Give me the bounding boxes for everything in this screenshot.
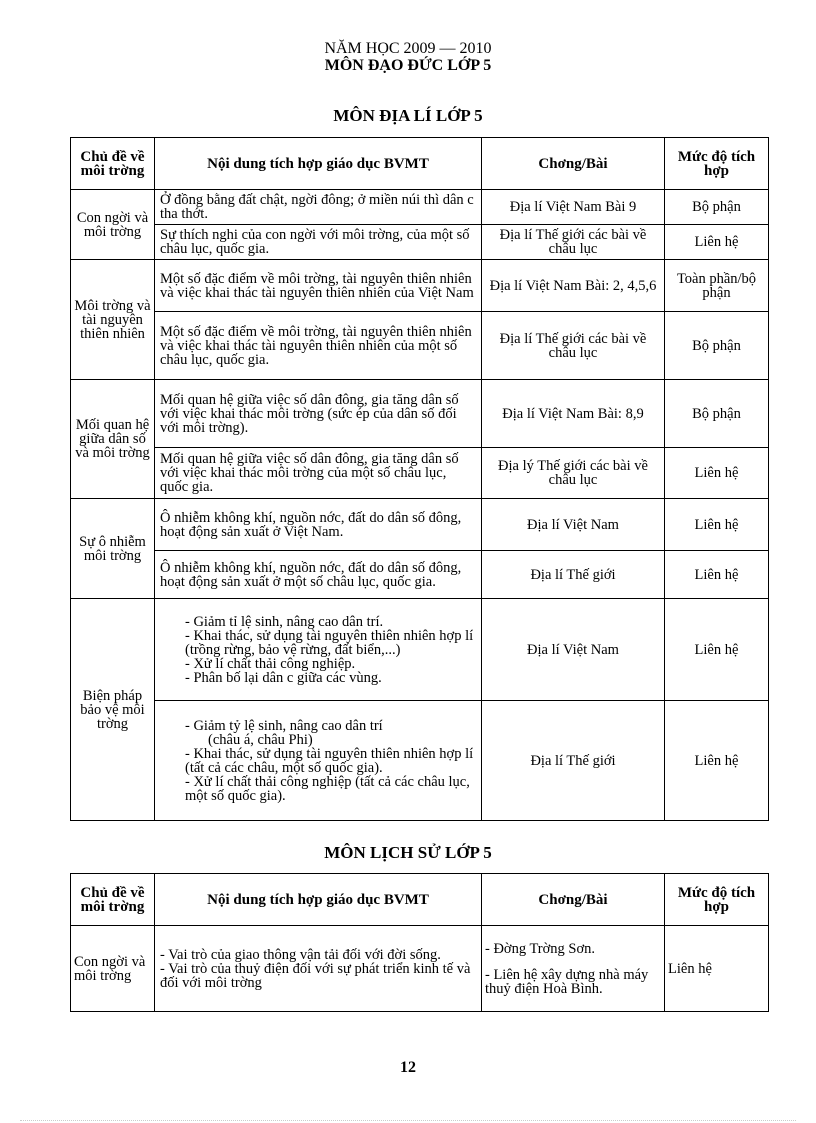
- table-row: [71, 701, 769, 821]
- list-item: - Khai thác, sử dụng tài nguyên thiên nhiên hợp lí (tất cả các châu, một số quốc gia).: [185, 745, 474, 776]
- content-cell: [155, 599, 482, 701]
- level-cell: Liên hệ: [665, 599, 769, 701]
- content-cell: Ô nhiễm không khí, nguồn nớc, đất do dân số đông, hoạt động sản xuất ở một số châu lục, quốc gia.: [155, 551, 482, 599]
- col-lesson: Chơng/Bài: [482, 874, 665, 926]
- list-item: - Liên hệ xây dựng nhà máy thuỷ điện Hoà Bình.: [485, 966, 649, 997]
- history-title: MÔN LỊCH SỬ LỚP 5: [324, 843, 492, 862]
- content-cell: Mối quan hệ giữa việc số dân đông, gia tăng dân số với việc khai thác môi trờng (sức ép của dân số đối với môi trờng).: [155, 380, 482, 448]
- col-topic: Chủ đề về môi trờng: [71, 138, 155, 190]
- lesson-cell: Địa lí Việt Nam: [482, 499, 665, 551]
- geography-title: MÔN ĐỊA LÍ LỚP 5: [333, 106, 483, 125]
- level-cell: Liên hệ: [665, 499, 769, 551]
- lesson-cell: Địa lí Thế giới các bài về châu lục: [482, 225, 665, 260]
- col-content: Nội dung tích hợp giáo dục BVMT: [155, 874, 482, 926]
- topic-cell: Con ngời và môi trờng: [71, 926, 155, 1012]
- page-number: 12: [400, 1059, 416, 1076]
- subject-title: MÔN ĐẠO ĐỨC LỚP 5: [324, 57, 492, 74]
- content-cell: Mối quan hệ giữa việc số dân đông, gia tăng dân số với việc khai thác môi trờng của một số châu lục, quốc gia.: [155, 448, 482, 499]
- col-content: Nội dung tích hợp giáo dục BVMT: [155, 138, 482, 190]
- topic-cell: Con ngời và môi trờng: [71, 190, 155, 260]
- table-header-row: [71, 874, 769, 926]
- history-table: [70, 873, 769, 1012]
- col-level: Mức độ tích hợp: [665, 874, 769, 926]
- geography-table: [70, 137, 769, 821]
- table-row: [71, 260, 769, 312]
- table-row: [71, 926, 769, 1012]
- lesson-cell: Địa lí Việt Nam: [482, 599, 665, 701]
- lesson-cell: [482, 926, 665, 1012]
- lesson-cell: Địa lí Việt Nam Bài: 2, 4,5,6: [482, 260, 665, 312]
- list-item: - Vai trò của thuỷ điện đối với sự phát triển kinh tế và đối với môi trờng: [160, 960, 471, 991]
- topic-cell: Sự ô nhiễm môi trờng: [71, 499, 155, 599]
- col-lesson: Chơng/Bài: [482, 138, 665, 190]
- col-level: Mức độ tích hợp: [665, 138, 769, 190]
- content-cell: Một số đặc điểm về môi trờng, tài nguyên thiên nhiên và việc khai thác tài nguyên thiên nhiên của Việt Nam: [155, 260, 482, 312]
- table-header-row: [71, 138, 769, 190]
- lesson-cell: Địa lý Thế giới các bài về châu lục: [482, 448, 665, 499]
- list-item: - Khai thác, sử dụng tài nguyên thiên nhiên hợp lí (trồng rừng, bảo vệ rừng, đất biển,...): [185, 627, 474, 658]
- content-cell: Ô nhiễm không khí, nguồn nớc, đất do dân số đông, hoạt động sản xuất ở Việt Nam.: [155, 499, 482, 551]
- table-row: [71, 551, 769, 599]
- list-item: - Xử lí chất thải công nghiệp.: [185, 655, 356, 672]
- list-item: - Xử lí chất thải công nghiệp (tất cả các châu lục, một số quốc gia).: [185, 773, 470, 804]
- level-cell: Bộ phận: [665, 312, 769, 380]
- lesson-cell: Địa lí Thế giới các bài về châu lục: [482, 312, 665, 380]
- table-row: [71, 225, 769, 260]
- topic-cell: Môi trờng và tài nguyên thiên nhiên: [71, 260, 155, 380]
- list-item: - Phân bố lại dân c giữa các vùng.: [185, 669, 382, 686]
- table-row: [71, 599, 769, 701]
- content-cell: [155, 926, 482, 1012]
- list-item: (châu á, châu Phi): [208, 731, 313, 748]
- lesson-cell: Địa lí Thế giới: [482, 551, 665, 599]
- topic-cell: Biện pháp bảo vệ môi trờng: [71, 599, 155, 821]
- level-cell: Liên hệ: [665, 701, 769, 821]
- level-cell: Bộ phận: [665, 380, 769, 448]
- table-row: [71, 380, 769, 448]
- lesson-cell: Địa lí Việt Nam Bài: 8,9: [482, 380, 665, 448]
- level-cell: Liên hệ: [665, 225, 769, 260]
- list-item: - Vai trò của giao thông vận tải đối với đời sống.: [160, 946, 441, 963]
- level-cell: Liên hệ: [665, 448, 769, 499]
- table-row: [71, 312, 769, 380]
- list-item: - Giảm tỉ lệ sinh, nâng cao dân trí.: [185, 613, 384, 630]
- content-cell: Một số đặc điểm về môi trờng, tài nguyên thiên nhiên và việc khai thác tài nguyên thiên nhiên của một số châu lục, quốc gia.: [155, 312, 482, 380]
- content-cell: [155, 701, 482, 821]
- level-cell: Liên hệ: [665, 926, 769, 1012]
- col-topic: Chủ đề về môi trờng: [71, 874, 155, 926]
- content-cell: Sự thích nghi của con ngời với môi trờng, của một số châu lục, quốc gia.: [155, 225, 482, 260]
- list-item: - Giảm tỷ lệ sinh, nâng cao dân trí: [185, 717, 383, 734]
- content-cell: Ở đồng bằng đất chật, ngời đông; ở miền núi thì dân c tha thớt.: [155, 190, 482, 225]
- table-row: [71, 448, 769, 499]
- topic-cell: Mối quan hệ giữa dân số và môi trờng: [71, 380, 155, 499]
- level-cell: Toàn phần/bộ phận: [665, 260, 769, 312]
- table-row: [71, 190, 769, 225]
- level-cell: Bộ phận: [665, 190, 769, 225]
- table-row: [71, 499, 769, 551]
- list-item: - Đờng Trờng Sơn.: [485, 940, 596, 957]
- lesson-cell: Địa lí Việt Nam Bài 9: [482, 190, 665, 225]
- level-cell: Liên hệ: [665, 551, 769, 599]
- school-year: NĂM HỌC 2009 — 2010: [324, 40, 492, 57]
- footer-divider: [20, 1120, 796, 1121]
- lesson-cell: Địa lí Thế giới: [482, 701, 665, 821]
